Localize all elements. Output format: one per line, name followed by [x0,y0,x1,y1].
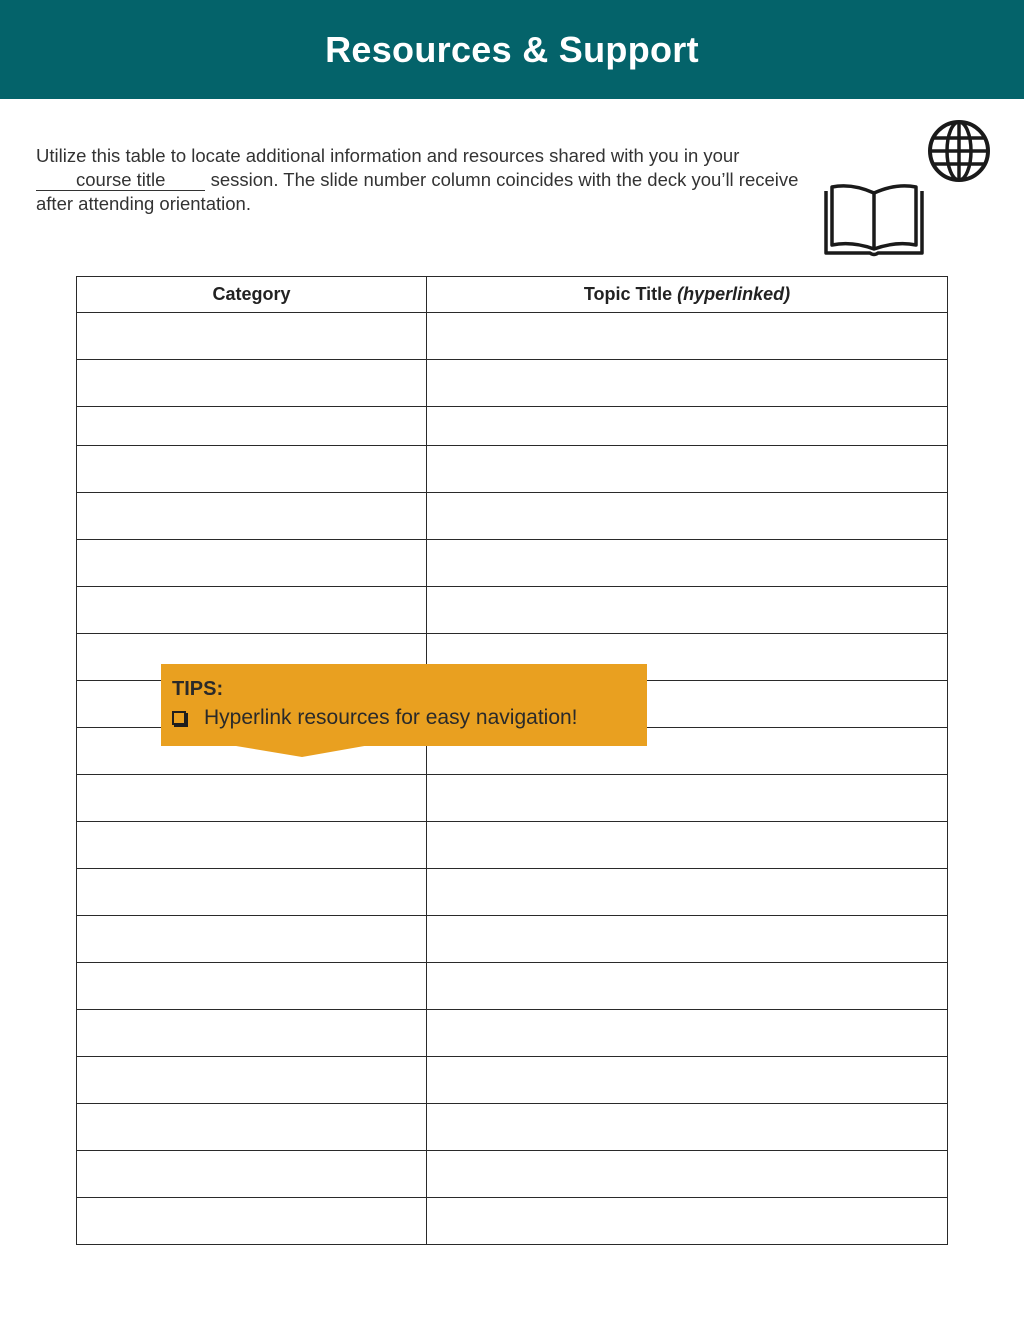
intro-paragraph [36,144,836,216]
topic-title-cell[interactable] [427,775,948,822]
category-cell[interactable] [77,540,427,587]
tips-callout [161,664,647,746]
topic-title-cell[interactable] [427,1057,948,1104]
topic-title-cell[interactable] [427,1104,948,1151]
intro-line-3: after attending orientation. [36,193,251,214]
table-row [77,360,948,407]
category-cell[interactable] [77,1198,427,1245]
topic-title-cell[interactable] [427,446,948,493]
topic-title-cell[interactable] [427,1198,948,1245]
topic-title-cell[interactable] [427,1010,948,1057]
topic-title-cell[interactable] [427,869,948,916]
table-row [77,407,948,446]
tips-title: TIPS: [172,678,224,700]
topic-title-cell[interactable] [427,540,948,587]
category-cell[interactable] [77,1151,427,1198]
topic-title-cell[interactable] [427,916,948,963]
topic-title-cell[interactable] [427,822,948,869]
table-row [77,1057,948,1104]
table-row [77,869,948,916]
category-cell[interactable] [77,963,427,1010]
category-cell[interactable] [77,587,427,634]
column-header-topic-title [427,277,948,313]
table-row [77,1198,948,1245]
category-cell[interactable] [77,1010,427,1057]
resources-table [76,276,948,1245]
table-row [77,446,948,493]
category-cell[interactable] [77,822,427,869]
category-cell[interactable] [77,869,427,916]
table-row [77,916,948,963]
category-cell[interactable] [77,446,427,493]
category-cell[interactable] [77,916,427,963]
topic-title-cell[interactable] [427,493,948,540]
page-title: Resources & Support [325,28,699,70]
course-title-blank[interactable]: course title [36,169,205,191]
tips-item [172,706,578,730]
checkbox-icon [172,711,186,725]
table-row [77,313,948,360]
intro-line-2: session. The slide number column coincides with the deck you’ll receive [205,169,799,190]
category-cell[interactable] [77,360,427,407]
topic-title-cell[interactable] [427,587,948,634]
table-row [77,822,948,869]
column-header-category: Category [77,277,427,313]
table-row [77,1104,948,1151]
topic-title-cell[interactable] [427,313,948,360]
table-row [77,1010,948,1057]
topic-title-cell[interactable] [427,407,948,446]
table-row [77,1151,948,1198]
header-banner [0,0,1024,99]
topic-title-cell[interactable] [427,963,948,1010]
table-row [77,587,948,634]
table-body [77,313,948,1245]
category-cell[interactable] [77,775,427,822]
intro-line-1: Utilize this table to locate additional information and resources shared with you in your [36,145,740,166]
table-row [77,775,948,822]
tips-item-text: Hyperlink resources for easy navigation! [204,706,578,729]
table-row [77,540,948,587]
category-cell[interactable] [77,407,427,446]
topic-title-cell[interactable] [427,360,948,407]
category-cell[interactable] [77,1057,427,1104]
table-row [77,493,948,540]
table-header-row [77,277,948,313]
hyperlinked-note: (hyperlinked) [677,284,791,304]
category-cell[interactable] [77,313,427,360]
table-row [77,963,948,1010]
topic-title-cell[interactable] [427,1151,948,1198]
topic-title-label: Topic Title [583,284,678,304]
category-cell[interactable] [77,1104,427,1151]
tips-callout-pointer [230,745,370,757]
category-cell[interactable] [77,493,427,540]
globe-icon [926,118,992,184]
open-book-icon [822,183,926,259]
